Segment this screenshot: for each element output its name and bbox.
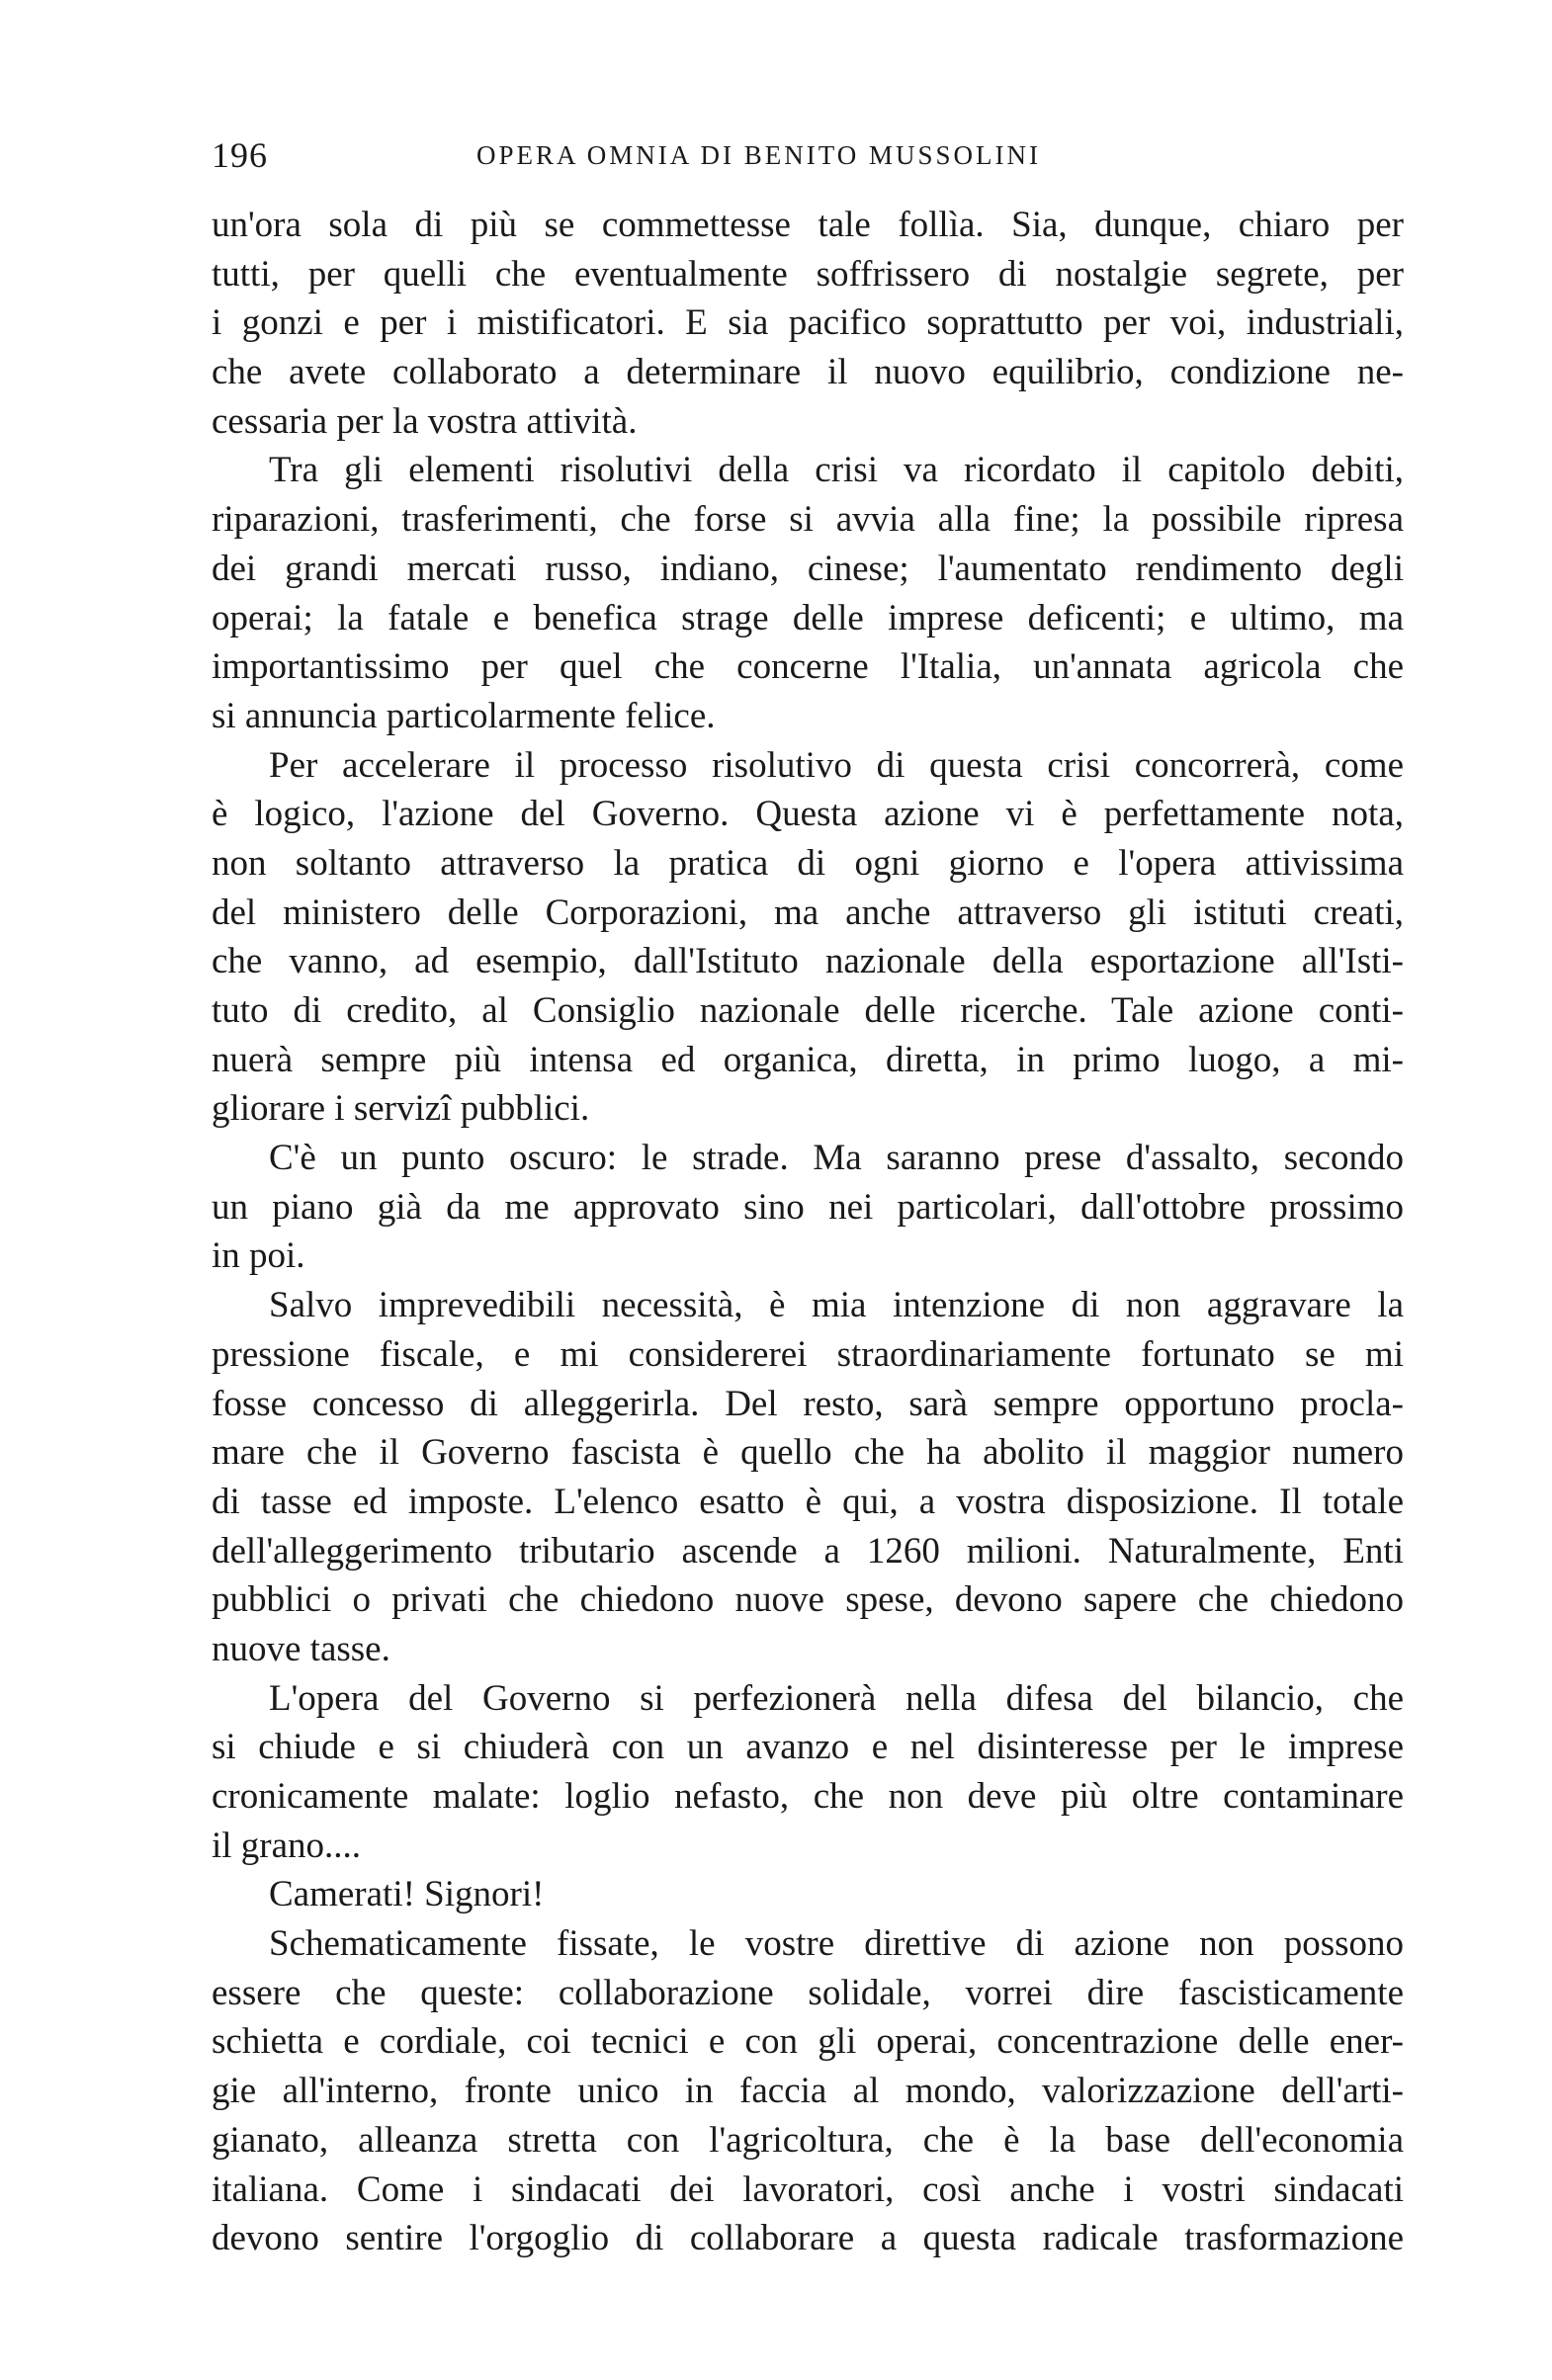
text-line: pressione fiscale, e mi considererei straordinariamente fortunato se mi <box>212 1333 1404 1375</box>
text-line: dell'alleggerimento tributario ascende a 1260 milioni. Naturalmente, Enti <box>212 1530 1404 1572</box>
text-line: operai; la fatale e benefica strage delle imprese deficenti; e ultimo, ma <box>212 597 1404 638</box>
text-line: cessaria per la vostra attività. <box>212 400 638 442</box>
page-number: 196 <box>212 135 268 175</box>
text-line: devono sentire l'orgoglio di collaborare a questa radicale trasformazione <box>212 2218 1404 2259</box>
running-head <box>212 130 1404 180</box>
paragraph-8 <box>212 1919 1404 2263</box>
paragraph-4 <box>212 1134 1404 1281</box>
text-line: di tasse ed imposte. L'elenco esatto è qui, a vostra disposizione. Il totale <box>212 1481 1404 1522</box>
text-line: C'è un punto oscuro: le strade. Ma saranno prese d'assalto, secondo <box>269 1138 1404 1179</box>
text-line: in poi. <box>212 1235 305 1277</box>
text-line: essere che queste: collaborazione solidale, vorrei dire fascisticamente <box>212 1972 1404 2013</box>
text-line: Schematicamente fissate, le vostre direttive di azione non possono <box>269 1923 1404 1965</box>
paragraph-3 <box>212 741 1404 1135</box>
text-line: un piano già da me approvato sino nei particolari, dall'ottobre prossimo <box>212 1186 1404 1228</box>
text-line: i gonzi e per i mistificatori. E sia pacifico soprattutto per voi, industriali, <box>212 302 1404 344</box>
text-line: un'ora sola di più se commettesse tale follìa. Sia, dunque, chiaro per <box>212 205 1404 245</box>
text-line: si chiude e si chiuderà con un avanzo e nel disinteresse per le imprese <box>212 1727 1404 1768</box>
text-line: del ministero delle Corporazioni, ma anche attraverso gli istituti creati, <box>212 892 1404 933</box>
text-line: non soltanto attraverso la pratica di ogni giorno e l'opera attivissima <box>212 842 1404 884</box>
text-line: tuto di credito, al Consiglio nazionale delle ricerche. Tale azione conti- <box>212 990 1404 1031</box>
text-line: cronicamente malate: loglio nefasto, che non deve più oltre contaminare <box>212 1776 1404 1817</box>
paragraph-1 <box>212 201 1404 446</box>
text-line: che avete collaborato a determinare il nuovo equilibrio, condizione ne- <box>212 352 1404 393</box>
text-line: tutti, per quelli che eventualmente soffrissero di nostalgie segrete, per <box>212 253 1404 295</box>
text-line: importantissimo per quel che concerne l'Italia, un'annata agricola che <box>212 646 1404 688</box>
text-line: gianato, alleanza stretta con l'agricoltura, che è la base dell'economia <box>212 2119 1404 2161</box>
running-title: OPERA OMNIA DI BENITO MUSSOLINI <box>476 140 1042 170</box>
body-text <box>212 201 1404 2263</box>
text-line: nuove tasse. <box>212 1628 390 1669</box>
text-line: che vanno, ad esempio, dall'Istituto nazionale della esportazione all'Isti- <box>212 941 1404 982</box>
paragraph-6 <box>212 1674 1404 1871</box>
text-line: fosse concesso di alleggerirla. Del resto, sarà sempre opportuno procla- <box>212 1383 1404 1424</box>
text-line: pubblici o privati che chiedono nuove spese, devono sapere che chiedono <box>212 1579 1404 1621</box>
text-line: gliorare i servizî pubblici. <box>212 1088 590 1130</box>
text-line: il grano.... <box>212 1825 362 1866</box>
text-line: Salvo imprevedibili necessità, è mia intenzione di non aggravare la <box>269 1285 1404 1326</box>
text-line: dei grandi mercati russo, indiano, cinese; l'aumentato rendimento degli <box>212 548 1404 589</box>
paragraph-5 <box>212 1281 1404 1674</box>
text-line: mare che il Governo fascista è quello che ha abolito il maggior numero <box>212 1432 1404 1474</box>
text-line: L'opera del Governo si perfezionerà nella difesa del bilancio, che <box>269 1677 1404 1719</box>
text-line: Camerati! Signori! <box>269 1874 545 1915</box>
paragraph-2 <box>212 446 1404 740</box>
text-line: Tra gli elementi risolutivi della crisi va ricordato il capitolo debiti, <box>269 450 1404 491</box>
text-line: riparazioni, trasferimenti, che forse si avvia alla fine; la possibile ripresa <box>212 499 1404 541</box>
text-line: è logico, l'azione del Governo. Questa azione vi è perfettamente nota, <box>212 794 1404 835</box>
text-line: italiana. Come i sindacati dei lavoratori, così anche i vostri sindacati <box>212 2168 1404 2210</box>
text-line: si annuncia particolarmente felice. <box>212 695 716 736</box>
text-line: schietta e cordiale, coi tecnici e con gli operai, concentrazione delle ener- <box>212 2021 1404 2063</box>
text-line: Per accelerare il processo risolutivo di questa crisi concorrerà, come <box>269 744 1404 786</box>
text-line: gie all'interno, fronte unico in faccia al mondo, valorizzazione dell'arti- <box>212 2071 1404 2112</box>
paragraph-7 <box>212 1870 1404 1919</box>
text-line: nuerà sempre più intensa ed organica, diretta, in primo luogo, a mi- <box>212 1039 1404 1080</box>
